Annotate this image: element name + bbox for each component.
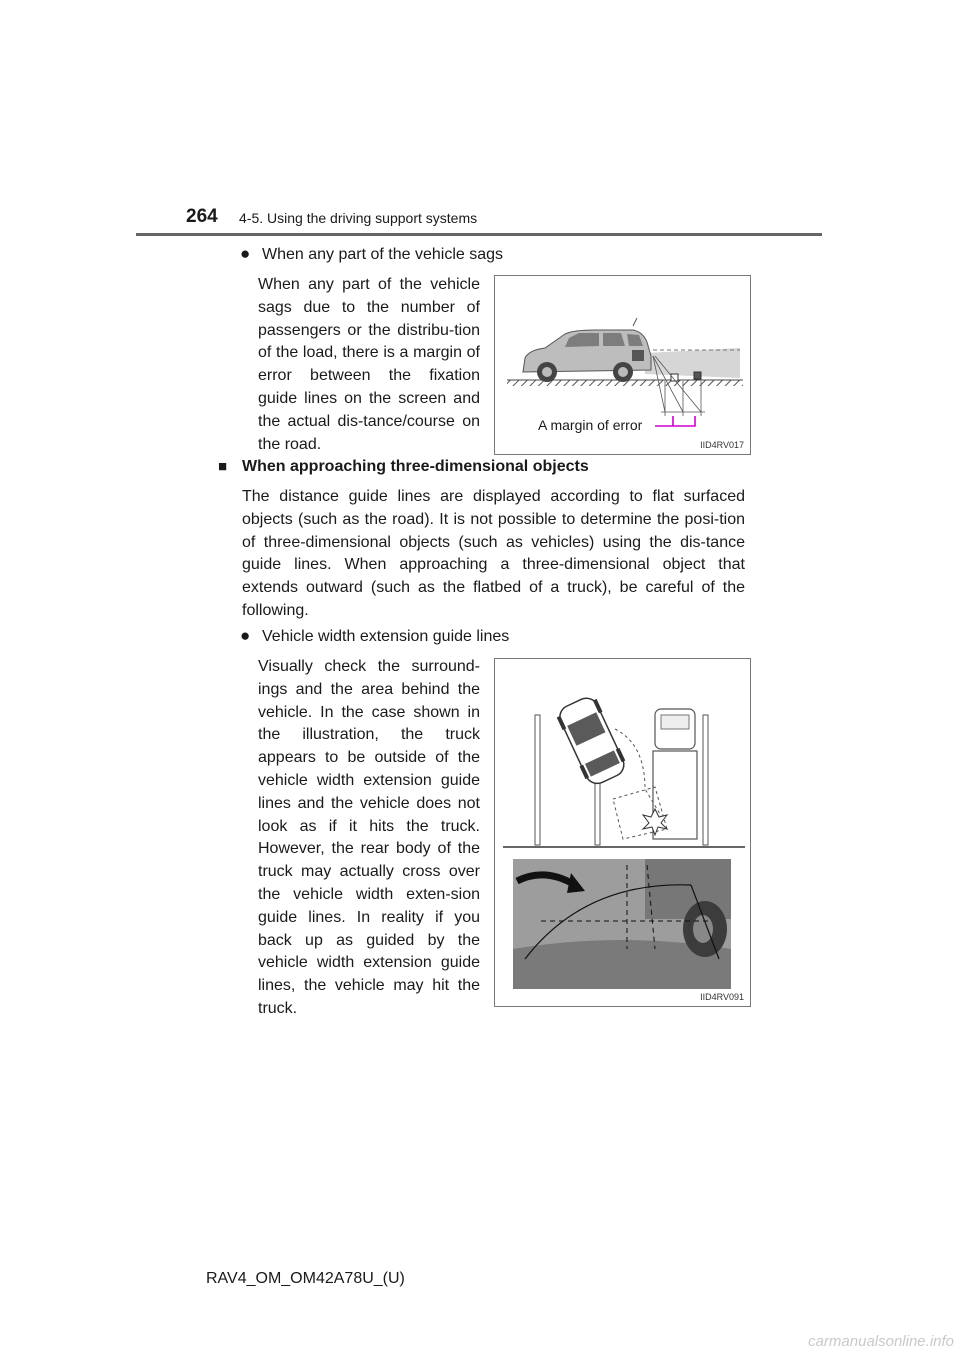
figure-code-sag: IID4RV017	[700, 440, 744, 450]
margin-bracket	[655, 416, 695, 426]
three-dimensional-body-text: The distance guide lines are displayed according to flat surfaced objects (such as the road). It is not possible to determine the posi-tion of three-dimensional objects (such as vehicles) using the dis-tance guide lines. When approaching a three-dimensional object that extends outward (such as the flatbed of a truck), be careful of the following.	[242, 488, 745, 619]
square-bullet-icon: ■	[218, 458, 228, 475]
figure-vehicle-sag	[494, 275, 751, 455]
bullet-dot-icon: ●	[240, 626, 251, 645]
marker-far	[694, 372, 701, 379]
top-view-diagram	[535, 693, 708, 845]
footer-doc-id: RAV4_OM_OM42A78U_(U)	[206, 1270, 405, 1287]
margin-of-error-label: A margin of error	[538, 417, 643, 433]
section-title: 4-5. Using the driving support systems	[239, 210, 478, 226]
figure-code-width: IID4RV091	[700, 992, 744, 1002]
camera-view-screen	[513, 859, 731, 989]
sub-heading-three-dimensional-text: When approaching three-dimensional objects	[242, 458, 589, 475]
suv-car-icon	[523, 318, 651, 382]
sub-heading-three-dimensional	[218, 458, 589, 476]
bullet-heading-sags	[240, 244, 503, 265]
car-top-icon	[554, 693, 629, 788]
bullet-heading-width-text: Vehicle width extension guide lines	[262, 628, 510, 645]
header-divider	[136, 233, 822, 236]
watermark: carmanualsonline.info	[808, 1333, 954, 1350]
bullet-dot-icon: ●	[240, 244, 251, 263]
bullet-heading-width	[240, 626, 509, 647]
sag-body-text: When any part of the vehicle sags due to the number of passengers or the distribu-tion of the load, there is a margin of error between the fixation guide lines on the screen and the actual dis-tance/course on the road.	[258, 276, 480, 453]
figure-width-guide	[494, 658, 751, 1007]
width-guide-illustration	[495, 659, 750, 1006]
page-number: 264	[186, 206, 218, 227]
camera-view-area	[645, 348, 740, 378]
width-body-text: Visually check the surround-ings and the area behind the vehicle. In the case shown in the illustration, the truck appears to be outside of the vehicle width extension guide lines and the vehicle does not look as if it hits the truck. However, the rear body of the truck may actually cross over the vehicle width exten-sion guide lines. In reality if you back up as guided by the vehicle width extension guide lines, the vehicle may hit the truck.	[258, 658, 480, 1017]
bullet-heading-sags-text: When any part of the vehicle sags	[262, 246, 504, 263]
